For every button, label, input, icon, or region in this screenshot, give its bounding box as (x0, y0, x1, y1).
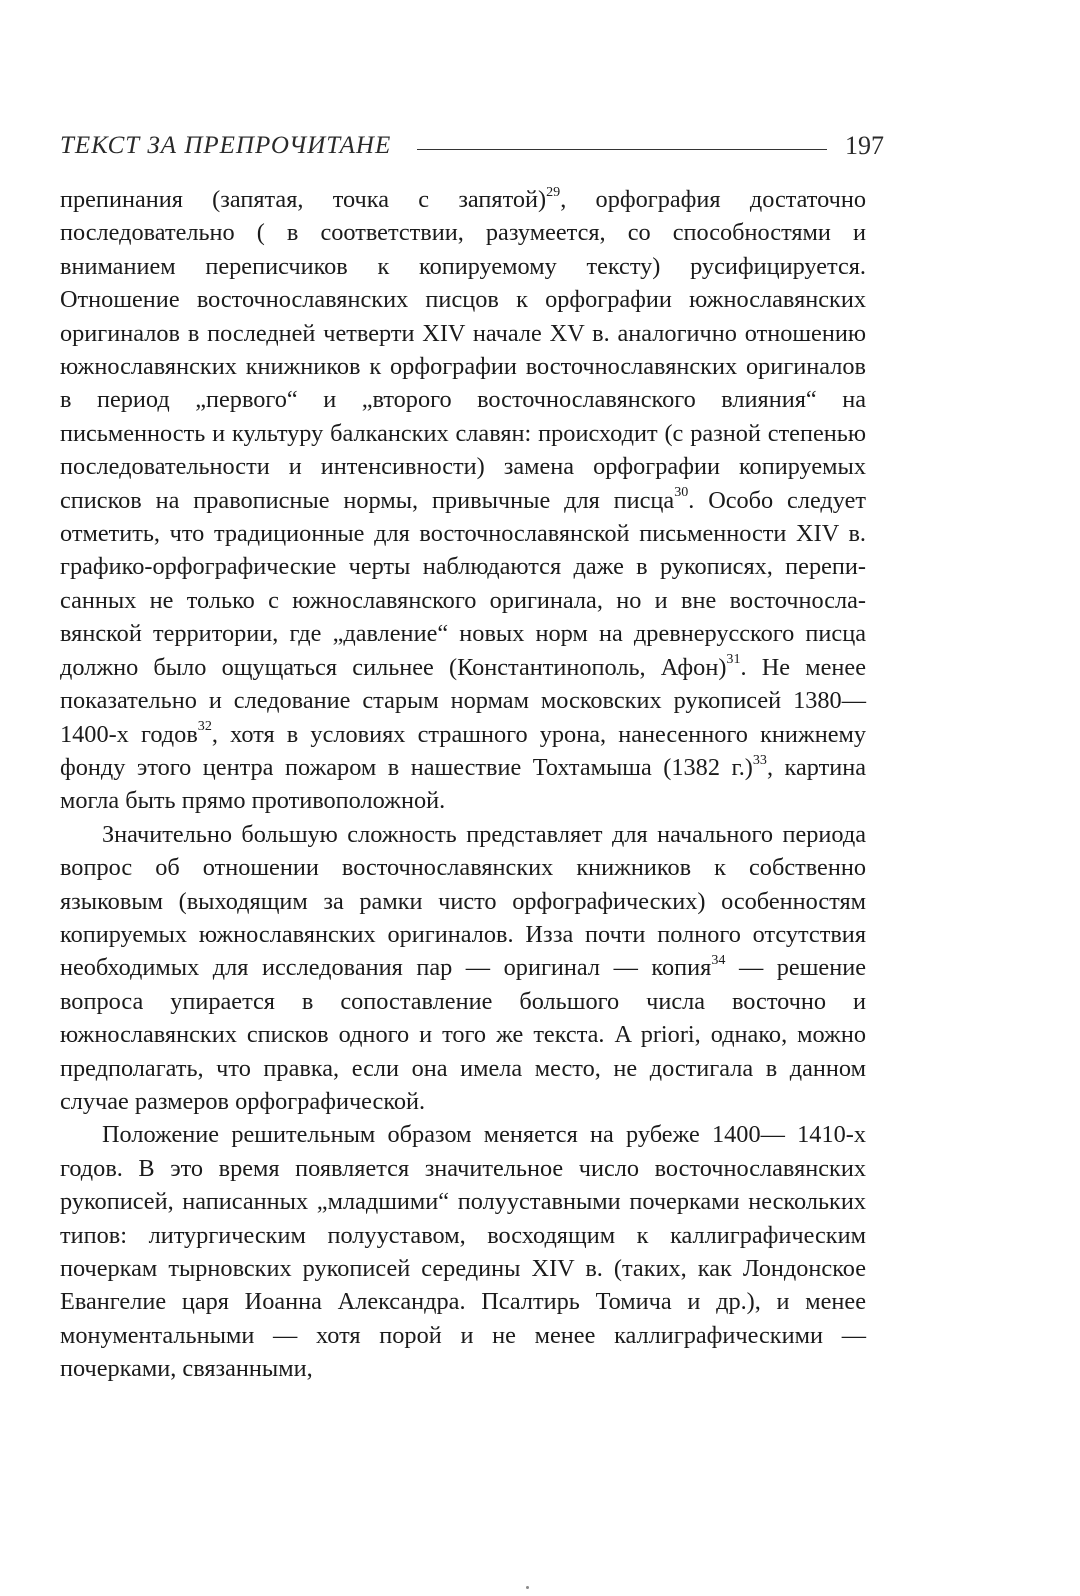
paragraph-2 (60, 818, 866, 1119)
header-rule (417, 149, 827, 150)
paragraph-3: Положение решительным образом меняется на рубеже 1400— 1410-х годов. В это время появляется значительное число восточнославянских рукописей, написанных „младшими“ полууставными почерками нескольких типов: литургическим полууставом, восходящим к каллиграфическим почеркам тырновских рукописей середины XIV в. (таких, как Лондонское Евангелие царя Иоанна Александра. Псалтирь Томича и др.), и менее монументальными — хотя порой и не менее каллиграфическими — почерками, связанными, (60, 1121, 866, 1383)
paragraph-1-text-3: . Особо следует отметить, что традиционные для восточнославянской письменности XIV в. графико-орфографические черты наблюдаются даже в рукописях, переписанных не только с южнославянского оригинала, но и вне восточнославянской территории, где „давление“ новых норм на древнерусского писца должно было ощущаться сильнее (Константинополь, Афон) (60, 486, 866, 681)
footnote-ref-33: 33 (752, 751, 767, 768)
running-title: ТЕКСТ ЗА ПРЕПРОЧИТАНЕ (60, 132, 392, 159)
paragraph-2-text-1: Значительно большую сложность представляет для начального периода вопрос об отношении восточнославянских книжников к собственно языковым (выходящим за рамки чисто орфографических) особенностям копируемых южнославянских оригиналов. Изза почти полного отсутствия необходимых для исследования пар — оригинал — копия (60, 820, 866, 982)
footnote-ref-32: 32 (197, 718, 212, 735)
running-header (60, 126, 884, 166)
footnote-ref-29: 29 (546, 183, 561, 200)
paragraph-1 (60, 183, 866, 818)
text-body (60, 183, 866, 1386)
footnote-ref-31: 31 (726, 651, 741, 668)
paragraph-1-text-6: , картина могла быть прямо противоположной. (60, 753, 866, 815)
paragraph-1-text-4: . Не менее показательно и следование старым нормам московских рукописей 1380—1400-х годов (60, 653, 866, 748)
page-number: 197 (845, 131, 884, 160)
paragraph-1-text-1: препинания (запятая, точка с запятой) (60, 186, 547, 213)
paragraph-1-text-2: , орфография достаточно последовательно ( в соответствии, разумеется, со способностями и вниманием переписчиков к копируемому тексту) русифицируется. Отношение восточнославянских писцов к орфографии южнославянских оригиналов в последней четверти XIV начале XV в. аналогично отношению южнославянских книжников к орфографии восточнославянских оригиналов в период „первого“ и „второго восточнославянского влияния“ на письменность и культуру балканских славян: происходит (с разной степенью последовательности и интенсивности) замена орфографии копируемых списков на правописные нормы, привычные для писца (60, 186, 866, 514)
paragraph-2-text-2: — решение вопроса упирается в сопоставление большого числа восточно и южнославянских списков одного и того же текста. A priori, однако, можно предполагать, что правка, если она имела место, не достигала в данном случае размеров орфографической. (60, 954, 867, 1115)
print-speck (526, 1586, 529, 1589)
paragraph-1-text-5: , хотя в условиях страшного урона, нанесенного книжнему фонду этого центра пожаром в нашествие Тохтамыша (1382 г.) (60, 720, 867, 781)
footnote-ref-30: 30 (674, 484, 689, 501)
footnote-ref-34: 34 (711, 952, 726, 969)
